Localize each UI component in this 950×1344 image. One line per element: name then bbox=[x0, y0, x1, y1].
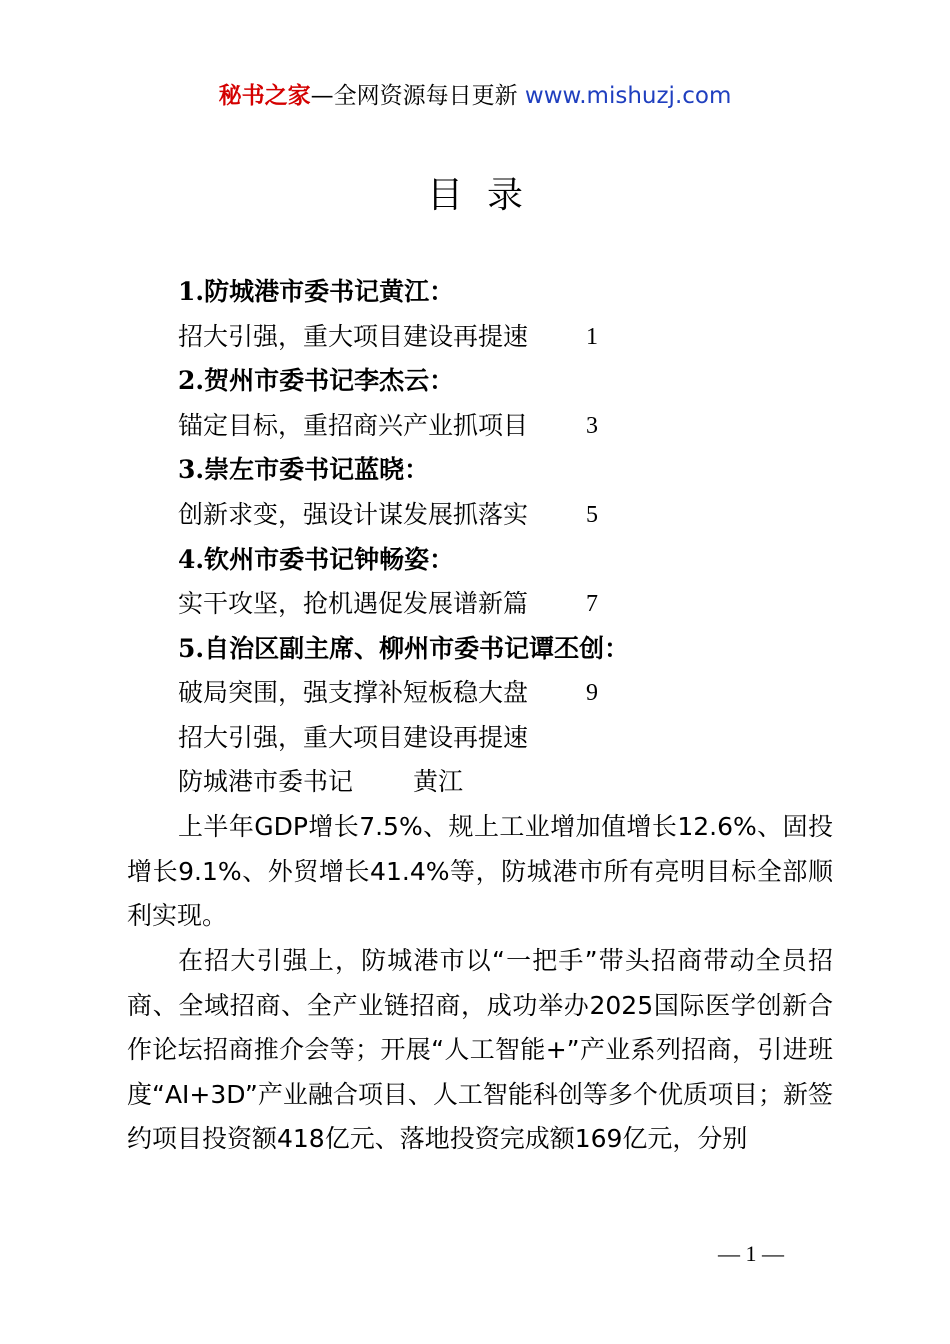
toc-entry-2-heading[interactable]: 2.贺州市委书记李杰云： bbox=[178, 366, 455, 396]
page-number: — 1 — bbox=[718, 1241, 784, 1266]
author-role: 防城港市委书记 bbox=[178, 767, 354, 796]
toc-entry-3-subtitle[interactable] bbox=[178, 493, 778, 538]
page-title: 目录 bbox=[426, 175, 547, 216]
toc-entry-4-subtitle[interactable] bbox=[178, 582, 778, 627]
header-url-link[interactable]: www.mishuzj.com bbox=[524, 83, 732, 109]
toc-entry-5-subtitle[interactable] bbox=[178, 671, 778, 716]
toc-entry-3-subtitle-text: 创新求变，强设计谋发展抓落实 bbox=[178, 499, 529, 529]
toc-entry-1-subtitle[interactable] bbox=[178, 315, 778, 360]
article-title: 招大引强，重大项目建设再提速 bbox=[178, 723, 529, 752]
article-paragraph-1: 上半年GDP增长7.5%、规上工业增加值增长12.6%、固投增长9.1%、外贸增长41.4%等，防城港市所有亮明目标全部顺利实现。 bbox=[127, 812, 833, 931]
brand-name: 秘书之家 bbox=[218, 83, 311, 109]
article-author bbox=[178, 760, 884, 805]
toc-entry-5-heading[interactable]: 5.自治区副主席、柳州市委书记谭丕创： bbox=[178, 633, 630, 663]
toc-entry-2-subtitle-text: 锚定目标，重招商兴产业抓项目 bbox=[178, 410, 529, 440]
toc-entry-5-page: 9 bbox=[586, 680, 598, 707]
table-of-contents bbox=[178, 270, 778, 716]
toc-entry-2-page: 3 bbox=[586, 412, 598, 439]
toc-entry-1-heading[interactable]: 1.防城港市委书记黄江： bbox=[178, 277, 455, 306]
toc-entry-4-subtitle-text: 实干攻坚，抢机遇促发展谱新篇 bbox=[178, 589, 529, 619]
toc-entry-5-subtitle-text: 破局突围，强支撑补短板稳大盘 bbox=[178, 678, 529, 708]
header-tagline: —全网资源每日更新 bbox=[310, 83, 525, 109]
toc-entry-4-heading[interactable]: 4.钦州市委书记钟畅姿： bbox=[178, 544, 455, 574]
author-name: 黄江 bbox=[413, 767, 464, 796]
site-header bbox=[0, 80, 950, 112]
toc-entry-3-page: 5 bbox=[586, 501, 598, 528]
article-paragraph-2: 在招大引强上，防城港市以“一把手”带头招商带动全员招商、全域招商、全产业链招商，成功举办2025国际医学创新合作论坛招商推介会等；开展“人工智能+”产业系列招商，引进班度“AI+3D”产业融合项目、人工智能科创等多个优质项目；新签约项目投资额418亿元、落地投资完成额169亿元，分别 bbox=[127, 946, 833, 1154]
toc-entry-1-page: 1 bbox=[586, 323, 598, 350]
toc-entry-4-page: 7 bbox=[586, 591, 598, 618]
toc-entry-2-subtitle[interactable] bbox=[178, 404, 778, 449]
toc-entry-1-subtitle-text: 招大引强，重大项目建设再提速 bbox=[178, 321, 529, 351]
toc-entry-3-heading[interactable]: 3.崇左市委书记蓝晓： bbox=[178, 455, 430, 485]
